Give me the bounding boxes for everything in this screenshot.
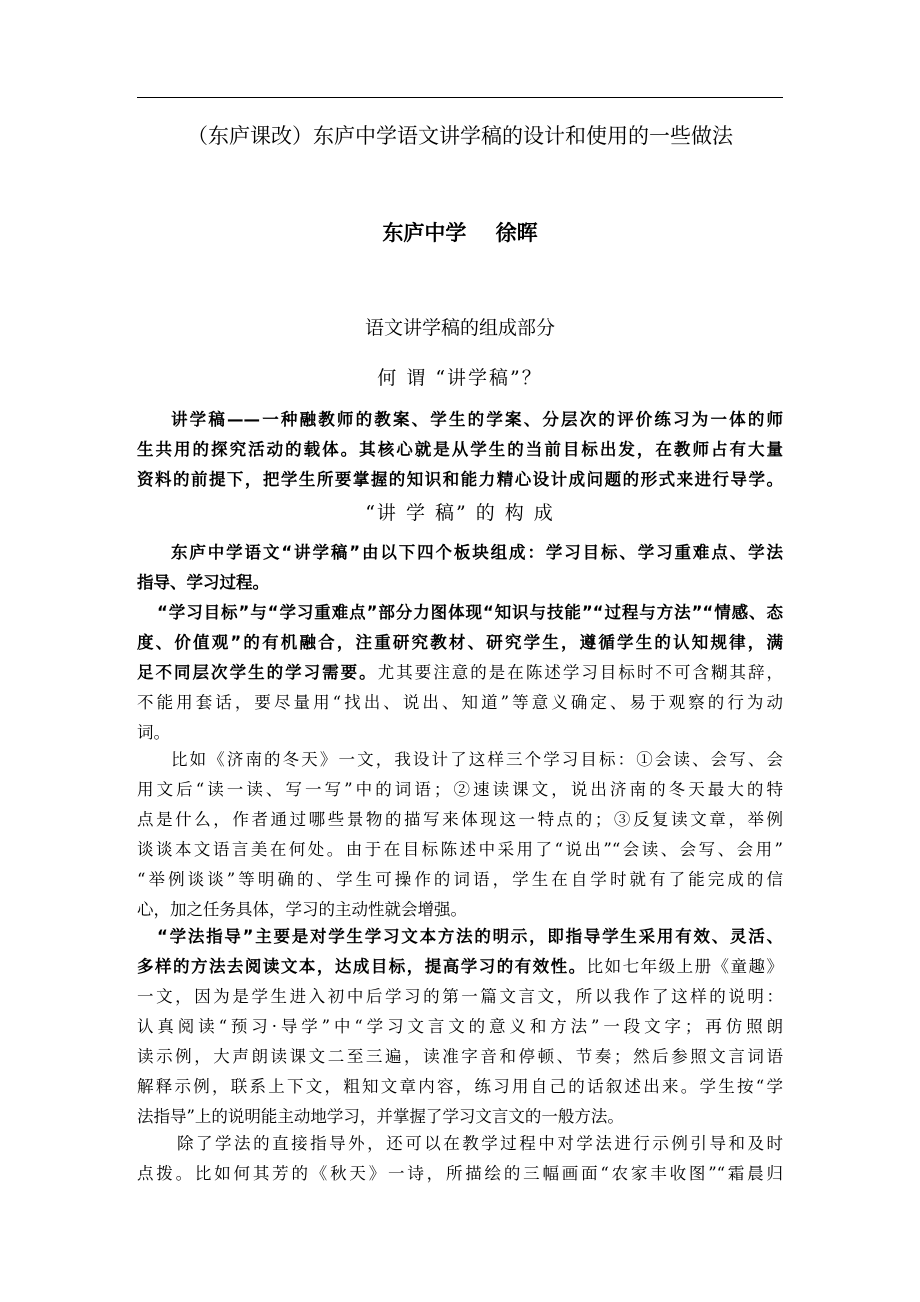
text-run: 尤其要注意的是在陈述学习目标时不可含糊其辞， (377, 663, 783, 682)
text-line: 比如《济南的冬天》一文，我设计了这样三个学习目标：①会读、会写、会 (171, 750, 783, 769)
top-rule (137, 97, 783, 98)
text-line: 解释示例，联系上下文，粗知文章内容，练习用自己的话叙述出来。学生按“学 (137, 1077, 783, 1096)
paragraph-definition (137, 405, 783, 495)
text-line: 认真阅读“预习·导学”中“学习文言文的意义和方法”一段文字；再仿照朗 (137, 1017, 783, 1036)
text-line (137, 658, 783, 688)
text-line: 一文，因为是学生进入初中后学习的第一篇文言文，所以我作了这样的说明： (137, 987, 783, 1006)
text-line: 度、价值观”的有机融合，注重研究教材、研究学生，遵循学生的认知规律，满 (137, 633, 783, 652)
text-line: 不能用套话，要尽量用“找出、说出、知道”等意义确定、易于观察的行为动 (137, 693, 783, 712)
text-line: 词。 (137, 723, 170, 742)
document-title: （东庐课改）东庐中学语文讲学稿的设计和使用的一些做法 (187, 124, 733, 148)
text-line: “学法指导”主要是对学生学习文本方法的明示，即指导学生采用有效、灵活、 (157, 927, 783, 946)
heading-composition: “讲 学 稿” 的 构 成 (365, 502, 555, 524)
text-bold-run: 足不同层次学生的学习需要。 (137, 663, 378, 682)
paragraph-four-sections (137, 538, 783, 598)
author-line: 东庐中学 徐晖 (382, 221, 538, 245)
text-line: 法指导”上的说明能主动地学习，并掌握了学习文言文的一般方法。 (137, 1107, 624, 1126)
heading-what-is: 何 谓 “讲学稿”？ (377, 367, 543, 389)
paragraph-method-guidance (137, 922, 783, 1132)
text-line: 点是什么，作者通过哪些景物的描写来体现这一特点的；③反复读文章，举例 (137, 810, 783, 829)
text-line: 点拨。比如何其芳的《秋天》一诗，所描绘的三幅画面“农家丰收图”“霜晨归 (137, 1164, 783, 1183)
text-line: 生共用的探究活动的载体。其核心就是从学生的当前目标出发，在教师占有大量 (137, 440, 783, 459)
paragraph-demonstration (137, 1129, 783, 1189)
text-line (137, 952, 783, 982)
text-line: 讲学稿——一种融教师的教案、学生的学案、分层次的评价练习为一体的师 (171, 410, 783, 429)
text-line: 谈谈本文语言美在何处。由于在目标陈述中采用了“说出”“会读、会写、会用” (137, 840, 783, 859)
text-line: 用文后“读一读、写一写”中的词语；②速读课文，说出济南的冬天最大的特 (137, 780, 783, 799)
text-line: 除了学法的直接指导外，还可以在教学过程中对学法进行示例引导和及时 (177, 1134, 783, 1153)
paragraph-learning-goals (137, 598, 783, 748)
text-line: 读示例，大声朗读课文二至三遍，读准字音和停顿、节奏；然后参照文言词语 (137, 1047, 783, 1066)
text-bold-run: 多样的方法去阅读文本，达成目标，提高学习的有效性。 (137, 957, 587, 976)
text-line: “举例谈谈”等明确的、学生可操作的词语，学生在自学时就有了能完成的信 (137, 870, 783, 889)
text-line: 资料的前提下，把学生所要掌握的知识和能力精心设计成问题的形式来进行导学。 (137, 470, 783, 489)
paragraph-example-jinan (137, 745, 783, 925)
text-run: 比如七年级上册《童趣》 (586, 957, 783, 976)
text-line: 指导、学习过程。 (137, 573, 269, 592)
heading-components: 语文讲学稿的组成部分 (364, 317, 555, 339)
text-line: “学习目标”与“学习重难点”部分力图体现“知识与技能”“过程与方法”“情感、态 (157, 603, 783, 622)
text-line: 心，加之任务具体，学习的主动性就会增强。 (137, 900, 467, 919)
text-line: 东庐中学语文“讲学稿”由以下四个板块组成：学习目标、学习重难点、学法 (171, 543, 783, 562)
